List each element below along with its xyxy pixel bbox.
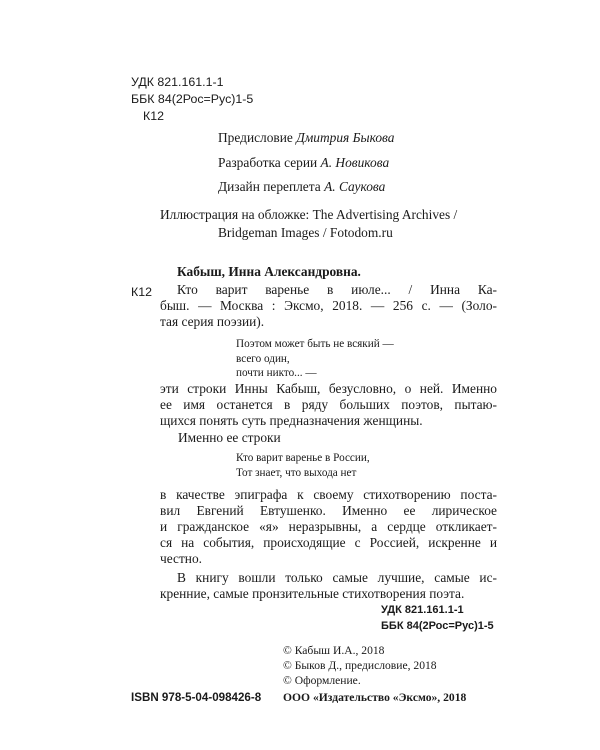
quote1-line2: всего один, <box>236 353 290 365</box>
quote2-line1: Кто варит варенье в России, <box>236 452 370 464</box>
udk-code-right: УДК 821.161.1-1 <box>381 604 464 616</box>
publisher-copyright: ООО «Издательство «Эксмо», 2018 <box>283 691 467 704</box>
illustration-credit-line2: Bridgeman Images / Fotodom.ru <box>218 225 393 240</box>
copyright-design: © Оформление. <box>283 674 361 687</box>
paragraph-1: эти строки Инны Кабыш, безусловно, о ней. Именно ее имя останется в ряду больших поэтов, пытаю- щихся понять суть предназначения женщины. <box>160 381 497 428</box>
copyright-author: © Кабыш И.А., 2018 <box>283 644 385 657</box>
credit-preface: Предисловие Дмитрия Быкова <box>218 130 395 145</box>
biblio-description: Кто варит варенье в июле... / Инна Ка- быш. — Москва : Эксмо, 2018. — 256 с. — (Золо- тая серия поэзии). <box>160 282 497 329</box>
illustration-credit-line1: Иллюстрация на обложке: The Advertising Archives / <box>160 207 458 222</box>
quote1-line3: почти никто... — <box>236 367 317 379</box>
bbk-code: ББК 84(2Рос=Рус)1-5 <box>131 92 254 106</box>
quote2-line2: Тот знает, что выхода нет <box>236 467 357 479</box>
copyright-preface: © Быков Д., предисловие, 2018 <box>283 659 437 672</box>
biblio-mark: К12 <box>131 285 152 299</box>
biblio-author: Кабыш, Инна Александровна. <box>177 264 361 279</box>
paragraph-2: Именно ее строки <box>178 430 281 445</box>
quote1-line1: Поэтом может быть не всякий — <box>236 338 394 350</box>
credit-cover-design: Дизайн переплета А. Саукова <box>218 179 386 194</box>
paragraph-3: в качестве эпиграфа к своему стихотворению поста- вил Евгений Евтушенко. Именно ее лирическое и гражданское «я» неразрывны, а сердце откликает- ся на события, происходящие с Россией, искренне и честно. <box>160 487 497 566</box>
udk-code: УДК 821.161.1-1 <box>131 75 224 89</box>
bbk-code-right: ББК 84(2Рос=Рус)1-5 <box>381 620 494 632</box>
credit-series: Разработка серии А. Новикова <box>218 155 390 170</box>
author-mark: К12 <box>143 109 164 123</box>
paragraph-4: В книгу вошли только самые лучшие, самые ис- кренние, самые пронзительные стихотворения поэта. <box>160 570 497 601</box>
isbn: ISBN 978-5-04-098426-8 <box>131 691 262 704</box>
